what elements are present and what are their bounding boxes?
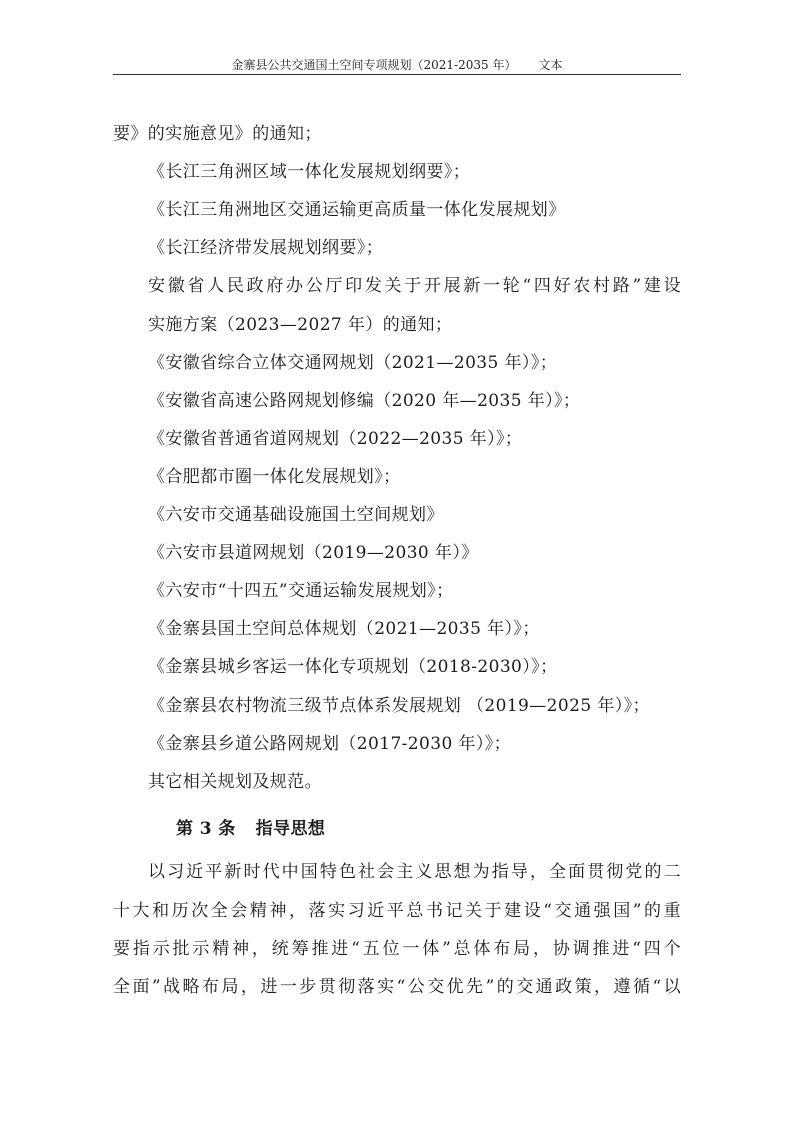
list-item: 《长江三角洲区域一体化发展规划纲要》； (148, 162, 471, 182)
list-item: 《安徽省普通省道网规划（2022—2035 年）》； (148, 429, 523, 449)
list-item: 《金寨县农村物流三级节点体系发展规划 （2019—2025 年）》； (148, 696, 650, 716)
list-item: 《金寨县城乡客运一体化专项规划（2018-2030）》； (148, 657, 558, 677)
article-heading (176, 817, 325, 841)
header-rule (113, 74, 681, 75)
list-item: 《合肥都市圈一体化发展规划》； (148, 467, 401, 487)
page-header (113, 55, 681, 75)
list-item: 《六安市“十四五”交通运输发展规划》； (148, 581, 454, 601)
body-line-0: 要》的实施意见》的通知； (113, 124, 322, 144)
paragraph-line: 要指示批示精神，统筹推进“五位一体”总体布局，协调推进“四个 (113, 939, 681, 959)
list-item: 《安徽省综合立体交通网规划（2021—2035 年）》； (148, 353, 558, 373)
article-number: 第 3 条 (176, 819, 236, 839)
paragraph-line: 全面”战略布局，进一步贯彻落实“公交优先”的交通政策，遵循“以 (113, 977, 681, 997)
list-item-continuation: 实施方案（2023—2027 年）的通知； (148, 315, 453, 335)
article-title: 指导思想 (255, 819, 326, 839)
header-tag: 文本 (538, 58, 563, 72)
list-item: 《金寨县国土空间总体规划（2021—2035 年）》； (148, 619, 540, 639)
list-item: 《六安市交通基础设施国土空间规划》 (148, 505, 444, 525)
header-title: 金寨县公共交通国土空间专项规划（2021-2035 年） (231, 58, 517, 72)
list-item: 《金寨县乡道公路网规划（2017-2030 年）》； (148, 734, 512, 754)
paragraph-line: 十大和历次全会精神，落实习近平总书记关于建设“交通强国”的重 (113, 901, 681, 921)
list-item: 安徽省人民政府办公厅印发关于开展新一轮“四好农村路”建设 (148, 276, 681, 296)
list-item: 《长江经济带发展规划纲要》； (148, 238, 384, 258)
paragraph-line: 以习近平新时代中国特色社会主义思想为指导，全面贯彻党的二 (148, 862, 681, 882)
list-item: 《安徽省高速公路网规划修编（2020 年—2035 年）》； (148, 391, 581, 411)
list-item: 《六安市县道网规划（2019—2030 年）》 (148, 543, 479, 563)
list-item: 《长江三角洲地区交通运输更高质量一体化发展规划》 (148, 200, 566, 220)
list-item: 其它相关规划及规范。 (148, 772, 322, 792)
